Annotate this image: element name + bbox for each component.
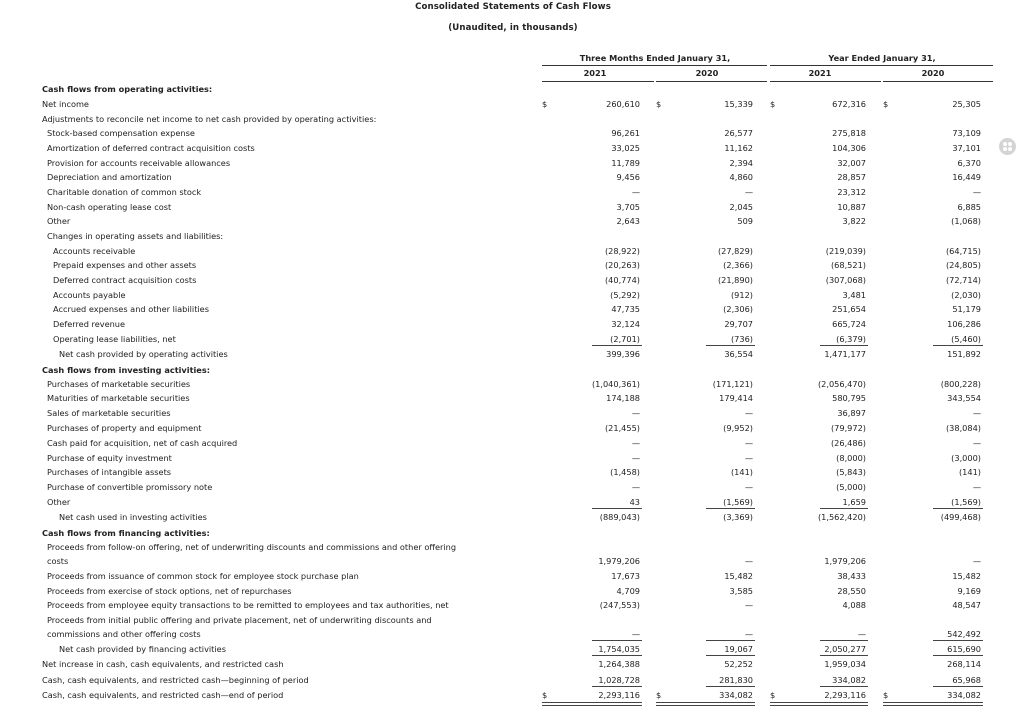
cell-value: (5,292) [610, 290, 640, 300]
table-row [0, 554, 1024, 568]
cell-value: (38,084) [945, 423, 981, 433]
cell-value: 28,550 [837, 586, 866, 596]
cell-value: 9,456 [616, 172, 640, 182]
subtotal-rule [933, 640, 983, 641]
statement-subtitle: (Unaudited, in thousands) [448, 23, 578, 33]
table-row [0, 465, 1024, 479]
subtotal-rule [933, 345, 983, 346]
cell-value: 106,286 [947, 319, 981, 329]
subtotal-rule [592, 686, 642, 687]
subtotal-rule [592, 508, 642, 509]
table-row [0, 156, 1024, 170]
cell-value: 29,707 [724, 319, 753, 329]
cell-value: 509 [737, 216, 753, 226]
row-label: Other [47, 497, 71, 507]
cell-value: 1,471,177 [824, 349, 866, 359]
cell-value: 11,789 [611, 158, 640, 168]
currency-symbol: $ [883, 99, 889, 109]
cell-value: 32,007 [837, 158, 866, 168]
table-row [0, 214, 1024, 228]
cell-value: 32,124 [611, 319, 640, 329]
cell-value: (5,460) [951, 334, 981, 344]
cell-value: 9,169 [957, 586, 981, 596]
cell-value: 2,293,116 [598, 690, 640, 700]
cell-value: (5,000) [836, 482, 866, 492]
cell-value: (20,263) [604, 260, 640, 270]
row-label: Proceeds from employee equity transactions to be remitted to employees and tax authorities, net [47, 600, 449, 610]
row-label: Prepaid expenses and other assets [53, 260, 197, 270]
cell-value: — [744, 187, 753, 197]
cell-value: 16,449 [952, 172, 981, 182]
cell-value: (247,553) [599, 600, 640, 610]
total-double-rule [656, 702, 755, 706]
cell-value: 4,088 [842, 600, 866, 610]
cell-value: 672,316 [832, 99, 866, 109]
subtotal-rule [820, 640, 868, 641]
subtotal-rule [706, 640, 755, 641]
cell-value: — [972, 187, 981, 197]
cell-value: (800,228) [940, 379, 981, 389]
cell-value: (1,569) [723, 497, 753, 507]
cell-value: 6,885 [957, 202, 981, 212]
cell-value: 25,305 [952, 99, 981, 109]
cell-value: — [972, 438, 981, 448]
cell-value: 1,028,728 [598, 675, 640, 685]
currency-symbol: $ [770, 690, 776, 700]
cell-value: — [744, 629, 753, 639]
cell-value: — [744, 482, 753, 492]
table-row [0, 273, 1024, 287]
cell-value: 52,252 [724, 659, 753, 669]
row-label: Net cash provided by financing activities [59, 644, 226, 654]
currency-symbol: $ [770, 99, 776, 109]
cell-value: — [744, 408, 753, 418]
cell-value: (3,369) [723, 512, 753, 522]
cell-value: 73,109 [952, 128, 981, 138]
cell-value: — [631, 187, 640, 197]
cell-value: 104,306 [832, 143, 866, 153]
cell-value: 1,959,034 [824, 659, 866, 669]
cell-value: 281,830 [719, 675, 753, 685]
row-label: Provision for accounts receivable allowances [47, 158, 231, 168]
currency-symbol: $ [542, 99, 548, 109]
cell-value: — [857, 629, 866, 639]
row-label: Proceeds from issuance of common stock for employee stock purchase plan [47, 571, 359, 581]
currency-symbol: $ [542, 690, 548, 700]
row-label: Non-cash operating lease cost [47, 202, 172, 212]
cell-value: 334,082 [832, 675, 866, 685]
table-row [0, 377, 1024, 391]
cell-value: 36,897 [837, 408, 866, 418]
cell-value: 334,082 [947, 690, 981, 700]
cell-value: 580,795 [832, 393, 866, 403]
cell-value: 615,690 [947, 644, 981, 654]
cell-value: 15,482 [724, 571, 753, 581]
column-header-2020-year: 2020 [921, 68, 945, 78]
cell-value: (2,366) [723, 260, 753, 270]
cell-value: 37,101 [952, 143, 981, 153]
cell-value: 2,045 [729, 202, 753, 212]
cell-value: 343,554 [947, 393, 981, 403]
cell-value: 3,481 [842, 290, 866, 300]
cell-value: 11,162 [724, 143, 753, 153]
row-label: Purchase of equity investment [47, 453, 172, 463]
currency-symbol: $ [883, 690, 889, 700]
subtotal-rule [820, 345, 868, 346]
total-double-rule [883, 702, 983, 706]
cell-value: 251,654 [832, 304, 866, 314]
cell-value: 15,482 [952, 571, 981, 581]
table-row [0, 288, 1024, 302]
currency-symbol: $ [656, 99, 662, 109]
cell-value: 3,822 [842, 216, 866, 226]
table-row [0, 112, 1024, 126]
cell-value: 47,735 [611, 304, 640, 314]
cell-value: 179,414 [719, 393, 753, 403]
cell-value: 36,554 [724, 349, 753, 359]
cell-value: 26,577 [724, 128, 753, 138]
table-row [0, 451, 1024, 465]
table-row [0, 540, 1024, 554]
row-label: Operating lease liabilities, net [53, 334, 176, 344]
cell-value: (72,714) [945, 275, 981, 285]
cell-value: 399,396 [606, 349, 640, 359]
table-row [0, 584, 1024, 598]
subtotal-rule [592, 345, 642, 346]
table-row [0, 317, 1024, 331]
row-label: costs [47, 556, 69, 566]
cell-value: (2,056,470) [817, 379, 866, 389]
cell-value: 542,492 [947, 629, 981, 639]
cell-value: (5,843) [836, 467, 866, 477]
cell-value: 3,705 [616, 202, 640, 212]
row-label: Depreciation and amortization [47, 172, 172, 182]
cell-value: (3,000) [951, 453, 981, 463]
subtotal-rule [933, 686, 983, 687]
cell-value: (27,829) [717, 246, 753, 256]
cell-value: 38,433 [837, 571, 866, 581]
cell-value: (736) [730, 334, 753, 344]
table-row [0, 510, 1024, 524]
row-label: Net cash used in investing activities [59, 512, 207, 522]
cell-value: 6,370 [957, 158, 981, 168]
cell-value: (26,486) [830, 438, 866, 448]
cell-value: (21,455) [604, 423, 640, 433]
subtotal-rule [706, 655, 755, 656]
cell-value: — [631, 453, 640, 463]
row-label: Other [47, 216, 71, 226]
subtotal-rule [592, 655, 642, 656]
row-label: Proceeds from exercise of stock options, net of repurchases [47, 586, 292, 596]
row-label: Cash, cash equivalents, and restricted cash—beginning of period [42, 675, 309, 685]
table-row [0, 302, 1024, 316]
table-row [0, 526, 1024, 540]
cell-value: 10,887 [837, 202, 866, 212]
row-label: Purchase of convertible promissory note [47, 482, 213, 492]
row-label: Proceeds from follow-on offering, net of underwriting discounts and commissions and other offering [47, 542, 457, 552]
cell-value: (28,922) [604, 246, 640, 256]
cell-value: (68,521) [830, 260, 866, 270]
cell-value: 23,312 [837, 187, 866, 197]
column-header-2021-year: 2021 [808, 68, 832, 78]
cell-value: (1,569) [951, 497, 981, 507]
table-row [0, 627, 1024, 641]
cell-value: — [631, 482, 640, 492]
subtotal-rule [706, 508, 755, 509]
table-row [0, 688, 1024, 702]
subtotal-rule [820, 508, 868, 509]
cell-value: (219,039) [825, 246, 866, 256]
row-label: Net income [42, 99, 89, 109]
cell-value: (21,890) [717, 275, 753, 285]
column-header-2020-quarter: 2020 [695, 68, 719, 78]
cell-value: 65,968 [952, 675, 981, 685]
table-row [0, 141, 1024, 155]
cell-value: — [631, 438, 640, 448]
cell-value: 334,082 [719, 690, 753, 700]
table-row [0, 391, 1024, 405]
subtotal-rule [933, 655, 983, 656]
cell-value: (6,379) [836, 334, 866, 344]
table-row [0, 126, 1024, 140]
row-label: Cash flows from investing activities: [42, 365, 210, 375]
cell-value: (912) [730, 290, 753, 300]
row-label: Changes in operating assets and liabilities: [47, 231, 224, 241]
table-row [0, 97, 1024, 111]
subtotal-rule [933, 508, 983, 509]
cell-value: 2,394 [729, 158, 753, 168]
table-row [0, 200, 1024, 214]
currency-symbol: $ [656, 690, 662, 700]
table-row [0, 436, 1024, 450]
subtotal-rule [592, 640, 642, 641]
cell-value: 174,188 [606, 393, 640, 403]
cell-value: (499,468) [940, 512, 981, 522]
cell-value: 17,673 [611, 571, 640, 581]
cell-value: — [972, 482, 981, 492]
total-double-rule [542, 702, 642, 706]
table-row [0, 642, 1024, 656]
table-row [0, 244, 1024, 258]
column-header-2021-quarter: 2021 [583, 68, 607, 78]
row-label: Accounts payable [53, 290, 126, 300]
table-row [0, 363, 1024, 377]
cell-value: 48,547 [952, 600, 981, 610]
cell-value: (8,000) [836, 453, 866, 463]
table-row [0, 185, 1024, 199]
table-row [0, 82, 1024, 96]
cell-value: 19,067 [724, 644, 753, 654]
cell-value: 4,860 [729, 172, 753, 182]
cell-value: 260,610 [606, 99, 640, 109]
row-label: Cash paid for acquisition, net of cash acquired [47, 438, 238, 448]
table-row [0, 170, 1024, 184]
table-row [0, 229, 1024, 243]
row-label: Accounts receivable [53, 246, 136, 256]
cell-value: 275,818 [832, 128, 866, 138]
cell-value: (64,715) [945, 246, 981, 256]
cell-value: (889,043) [599, 512, 640, 522]
cell-value: 1,979,206 [824, 556, 866, 566]
cell-value: — [744, 453, 753, 463]
cell-value: 665,724 [832, 319, 866, 329]
cell-value: (141) [958, 467, 981, 477]
row-label: Purchases of intangible assets [47, 467, 172, 477]
cell-value: — [631, 408, 640, 418]
cell-value: (141) [730, 467, 753, 477]
table-row [0, 480, 1024, 494]
row-label: Cash flows from financing activities: [42, 528, 210, 538]
row-label: Proceeds from initial public offering and private placement, net of underwriting discounts and [47, 615, 432, 625]
row-label: Deferred revenue [53, 319, 126, 329]
cell-value: 4,709 [616, 586, 640, 596]
row-label: Charitable donation of common stock [47, 187, 202, 197]
period-group-rule [542, 65, 767, 66]
table-row [0, 258, 1024, 272]
table-row [0, 598, 1024, 612]
subtotal-rule [820, 686, 868, 687]
table-row [0, 495, 1024, 509]
cell-value: (79,972) [830, 423, 866, 433]
cell-value: (40,774) [604, 275, 640, 285]
table-row [0, 613, 1024, 627]
cell-value: 1,659 [842, 497, 866, 507]
cell-value: 96,261 [611, 128, 640, 138]
table-row [0, 657, 1024, 671]
cell-value: 151,892 [947, 349, 981, 359]
subtotal-rule [706, 345, 755, 346]
row-label: Maturities of marketable securities [47, 393, 190, 403]
row-label: Cash flows from operating activities: [42, 84, 213, 94]
drag-handle-icon[interactable] [999, 138, 1016, 155]
period-group-year: Year Ended January 31, [828, 53, 936, 63]
table-row [0, 332, 1024, 346]
table-row [0, 673, 1024, 687]
cell-value: 51,179 [952, 304, 981, 314]
row-label: Stock-based compensation expense [47, 128, 195, 138]
row-label: Purchases of marketable securities [47, 379, 191, 389]
period-group-three-months: Three Months Ended January 31, [579, 53, 731, 63]
period-group-rule [770, 65, 993, 66]
row-label: Cash, cash equivalents, and restricted cash—end of period [42, 690, 284, 700]
cell-value: (1,040,361) [591, 379, 640, 389]
row-label: Deferred contract acquisition costs [53, 275, 197, 285]
cell-value: — [631, 629, 640, 639]
cell-value: 15,339 [724, 99, 753, 109]
cell-value: (24,805) [945, 260, 981, 270]
cell-value: 2,293,116 [824, 690, 866, 700]
row-label: commissions and other offering costs [47, 629, 201, 639]
cell-value: (9,952) [723, 423, 753, 433]
cell-value: 28,857 [837, 172, 866, 182]
cell-value: — [744, 438, 753, 448]
table-row [0, 421, 1024, 435]
statement-title: Consolidated Statements of Cash Flows [415, 2, 611, 12]
cell-value: 2,050,277 [824, 644, 866, 654]
cell-value: (1,458) [610, 467, 640, 477]
table-row [0, 569, 1024, 583]
cell-value: (307,068) [825, 275, 866, 285]
cell-value: (1,562,420) [817, 512, 866, 522]
cell-value: — [972, 556, 981, 566]
row-label: Net cash provided by operating activities [59, 349, 228, 359]
cell-value: — [744, 600, 753, 610]
cell-value: (2,701) [610, 334, 640, 344]
row-label: Net increase in cash, cash equivalents, and restricted cash [42, 659, 284, 669]
table-row [0, 347, 1024, 361]
subtotal-rule [820, 655, 868, 656]
cell-value: 1,264,388 [598, 659, 640, 669]
cell-value: — [972, 408, 981, 418]
row-label: Sales of marketable securities [47, 408, 171, 418]
cell-value: 3,585 [729, 586, 753, 596]
cell-value: (1,068) [951, 216, 981, 226]
cell-value: — [744, 556, 753, 566]
total-double-rule [770, 702, 868, 706]
cell-value: 268,114 [947, 659, 981, 669]
row-label: Purchases of property and equipment [47, 423, 202, 433]
cell-value: (171,121) [712, 379, 753, 389]
cell-value: 2,643 [616, 216, 640, 226]
table-row [0, 406, 1024, 420]
cell-value: 33,025 [611, 143, 640, 153]
row-label: Adjustments to reconcile net income to net cash provided by operating activities: [42, 114, 377, 124]
cell-value: 1,979,206 [598, 556, 640, 566]
cell-value: 1,754,035 [598, 644, 640, 654]
cell-value: (2,306) [723, 304, 753, 314]
subtotal-rule [706, 686, 755, 687]
cell-value: (2,030) [951, 290, 981, 300]
row-label: Amortization of deferred contract acquisition costs [47, 143, 255, 153]
row-label: Accrued expenses and other liabilities [53, 304, 209, 314]
cell-value: 43 [629, 497, 640, 507]
